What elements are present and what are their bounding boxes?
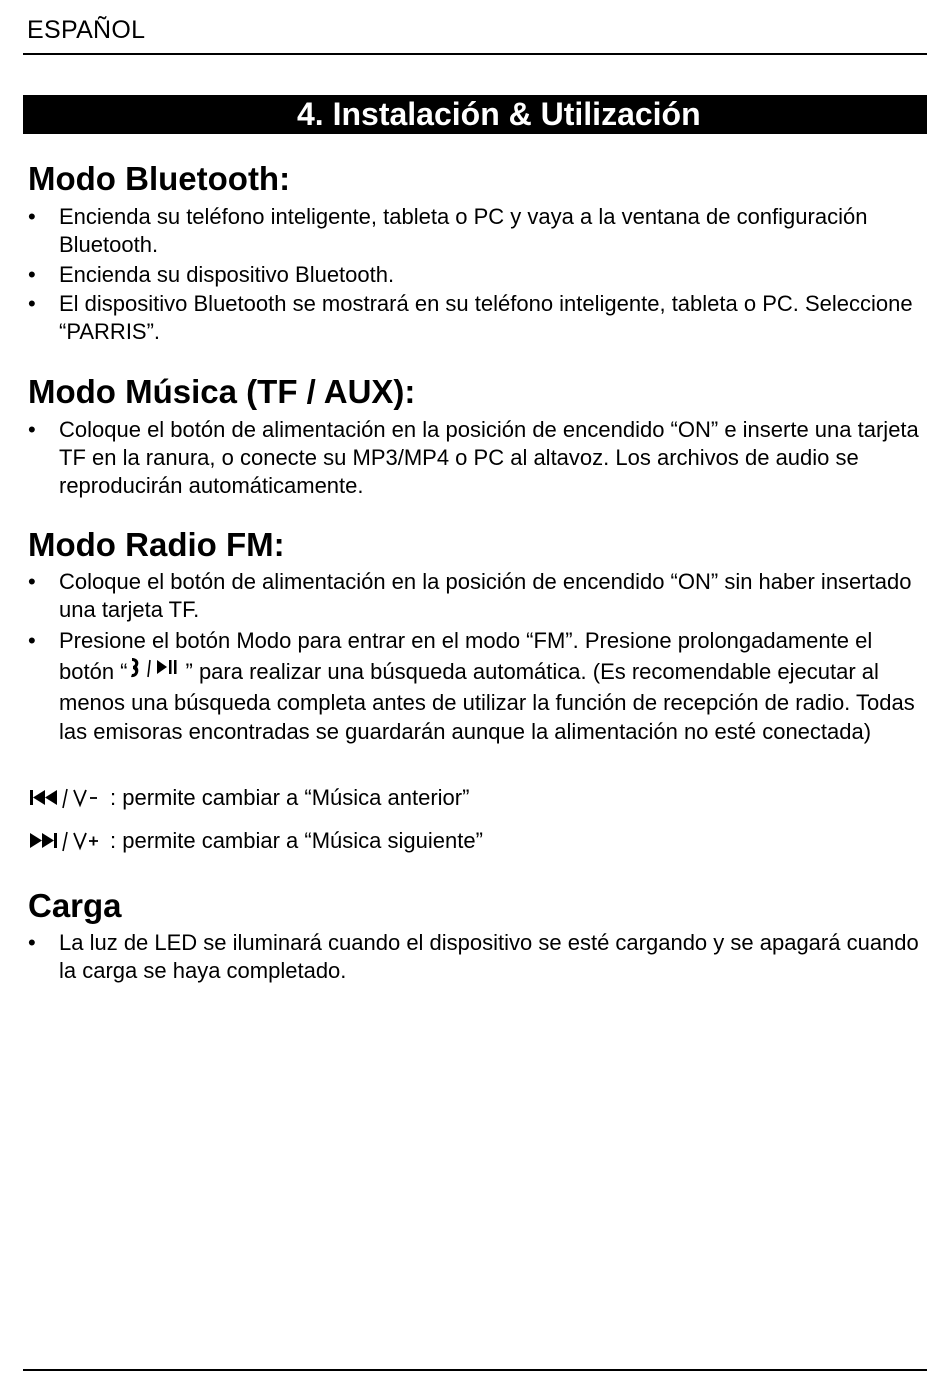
bullet: • <box>28 569 36 594</box>
bullet: • <box>28 262 36 287</box>
section-title: 4. Instalación & Utilización <box>297 96 701 132</box>
previous-volume-down-icon <box>28 785 110 810</box>
music-heading: Modo Música (TF / AUX): <box>28 373 416 410</box>
list-item: • Coloque el botón de alimentación en la posición de encendido “ON” sin haber insertado una tarjeta TF. <box>28 569 912 622</box>
section-banner <box>23 95 927 134</box>
list-item: • El dispositivo Bluetooth se mostrará en su teléfono inteligente, tableta o PC. Seleccione “PARRIS”. <box>28 291 913 344</box>
bullet: • <box>28 291 36 316</box>
bullet: • <box>28 204 36 229</box>
bullet: • <box>28 930 36 955</box>
bottom-divider <box>23 1369 927 1371</box>
list-item: • La luz de LED se iluminará cuando el dispositivo se esté cargando y se apagará cuando la carga se haya completado. <box>28 930 919 983</box>
list-item: • Coloque el botón de alimentación en la posición de encendido “ON” e inserte una tarjeta TF en la ranura, o conecte su MP3/MP4 o PC al altavoz. Los archivos de audio se reproducirán automáticamente. <box>28 417 919 498</box>
list-item: • Encienda su teléfono inteligente, tableta o PC y vaya a la ventana de configuración Bluetooth. <box>28 204 868 257</box>
bullet: • <box>28 417 36 442</box>
mode-play-pause-icon <box>128 655 186 688</box>
radio-heading: Modo Radio FM: <box>28 526 285 563</box>
next-control-line: : permite cambiar a “Música siguiente” <box>28 827 483 855</box>
language-label: ESPAÑOL <box>27 16 146 44</box>
next-volume-up-icon <box>28 828 110 853</box>
charge-heading: Carga <box>28 887 122 924</box>
list-item: • Presione el botón Modo para entrar en el modo “FM”. Presione prolongadamente el botón “ ” para realizar una búsqueda automática. (Es recomendable ejecutar al menos una búsqueda completa antes de utilizar la función de recepción de radio. Todas las emisoras encontradas se guardarán aunque la alimentación no esté conectada) <box>28 628 915 744</box>
top-divider <box>23 53 927 55</box>
list-item: • Encienda su dispositivo Bluetooth. <box>28 262 395 287</box>
bullet: • <box>28 628 36 653</box>
previous-control-line: : permite cambiar a “Música anterior” <box>28 784 469 812</box>
bluetooth-heading: Modo Bluetooth: <box>28 160 291 197</box>
